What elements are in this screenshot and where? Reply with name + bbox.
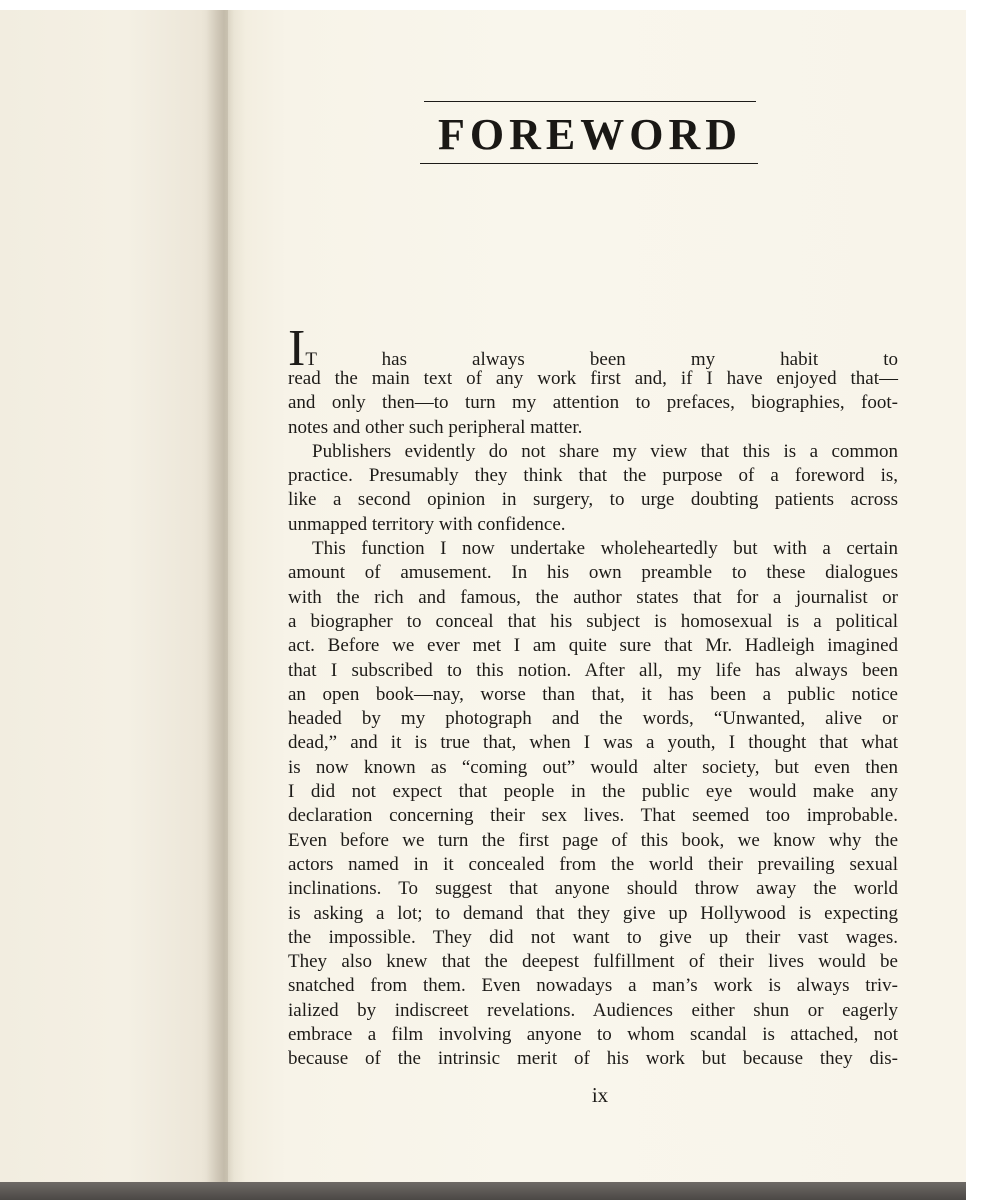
text-line: because of the intrinsic merit of his work but because they dis- <box>288 1048 898 1070</box>
paragraph <box>288 440 898 537</box>
left-page-edge <box>0 10 228 1182</box>
title-rule-bottom <box>420 163 758 164</box>
text-line: is now known as “coming out” would alter society, but even then <box>288 756 898 778</box>
body-text <box>288 320 898 1072</box>
text-line: dead,” and it is true that, when I was a youth, I thought that what <box>288 732 898 754</box>
text-line: actors named in it concealed from the world their prevailing sexual <box>288 853 898 875</box>
text-line: snatched from them. Even nowadays a man’s work is always triv- <box>288 975 898 997</box>
text-line: amount of amusement. In his own preamble to these dialogues <box>288 562 898 584</box>
first-line <box>288 320 898 377</box>
text-line: an open book—nay, worse than that, it has been a public notice <box>288 683 898 705</box>
scanner-bottom-shadow <box>0 1182 966 1200</box>
text-line: unmapped territory with confidence. <box>288 513 566 535</box>
text-line: ialized by indiscreet revelations. Audiences either shun or eagerly <box>288 999 898 1021</box>
paragraph <box>288 537 898 1072</box>
text-line: This function I now undertake wholeheartedly but with a certain <box>312 538 898 560</box>
text-line: with the rich and famous, the author states that for a journalist or <box>288 586 898 608</box>
paragraphs <box>288 367 898 1072</box>
text-line: the impossible. They did not want to give up their vast wages. <box>288 926 898 948</box>
text-line: read the main text of any work first and, if I have enjoyed that— <box>288 368 898 389</box>
text-line: a biographer to conceal that his subject is homosexual is a political <box>288 610 898 632</box>
text-line: inclinations. To suggest that anyone should throw away the world <box>288 878 898 900</box>
title-rule-top <box>424 101 756 102</box>
text-line: headed by my photograph and the words, “Unwanted, alive or <box>288 708 898 730</box>
chapter-title: FOREWORD <box>438 110 742 159</box>
text-line: like a second opinion in surgery, to urge doubting patients across <box>288 489 898 511</box>
text-line: practice. Presumably they think that the purpose of a foreword is, <box>288 465 898 487</box>
page-gutter-shadow <box>206 10 246 1182</box>
text-line: is asking a lot; to demand that they give up Hollywood is expecting <box>288 902 898 924</box>
text-line: Publishers evidently do not share my view that this is a common <box>312 440 898 462</box>
text-line: embrace a film involving anyone to whom scandal is attached, not <box>288 1024 898 1046</box>
text-line: and only then—to turn my attention to prefaces, biographies, foot- <box>288 392 898 414</box>
text-line: that I subscribed to this notion. After all, my life has always been <box>288 659 898 681</box>
text-line: Even before we turn the first page of this book, we know why the <box>288 829 898 851</box>
text-line: They also knew that the deepest fulfillment of their lives would be <box>288 951 898 973</box>
first-line-text: T has always been my habit to <box>305 349 898 370</box>
drop-cap: I <box>288 320 306 377</box>
text-line: notes and other such peripheral matter. <box>288 416 583 438</box>
text-line: I did not expect that people in the public eye would make any <box>288 781 898 803</box>
page-number: ix <box>591 1083 609 1107</box>
text-line: act. Before we ever met I am quite sure that Mr. Hadleigh imagined <box>288 635 898 657</box>
paragraph <box>288 367 898 440</box>
text-line: declaration concerning their sex lives. That seemed too improbable. <box>288 805 898 827</box>
